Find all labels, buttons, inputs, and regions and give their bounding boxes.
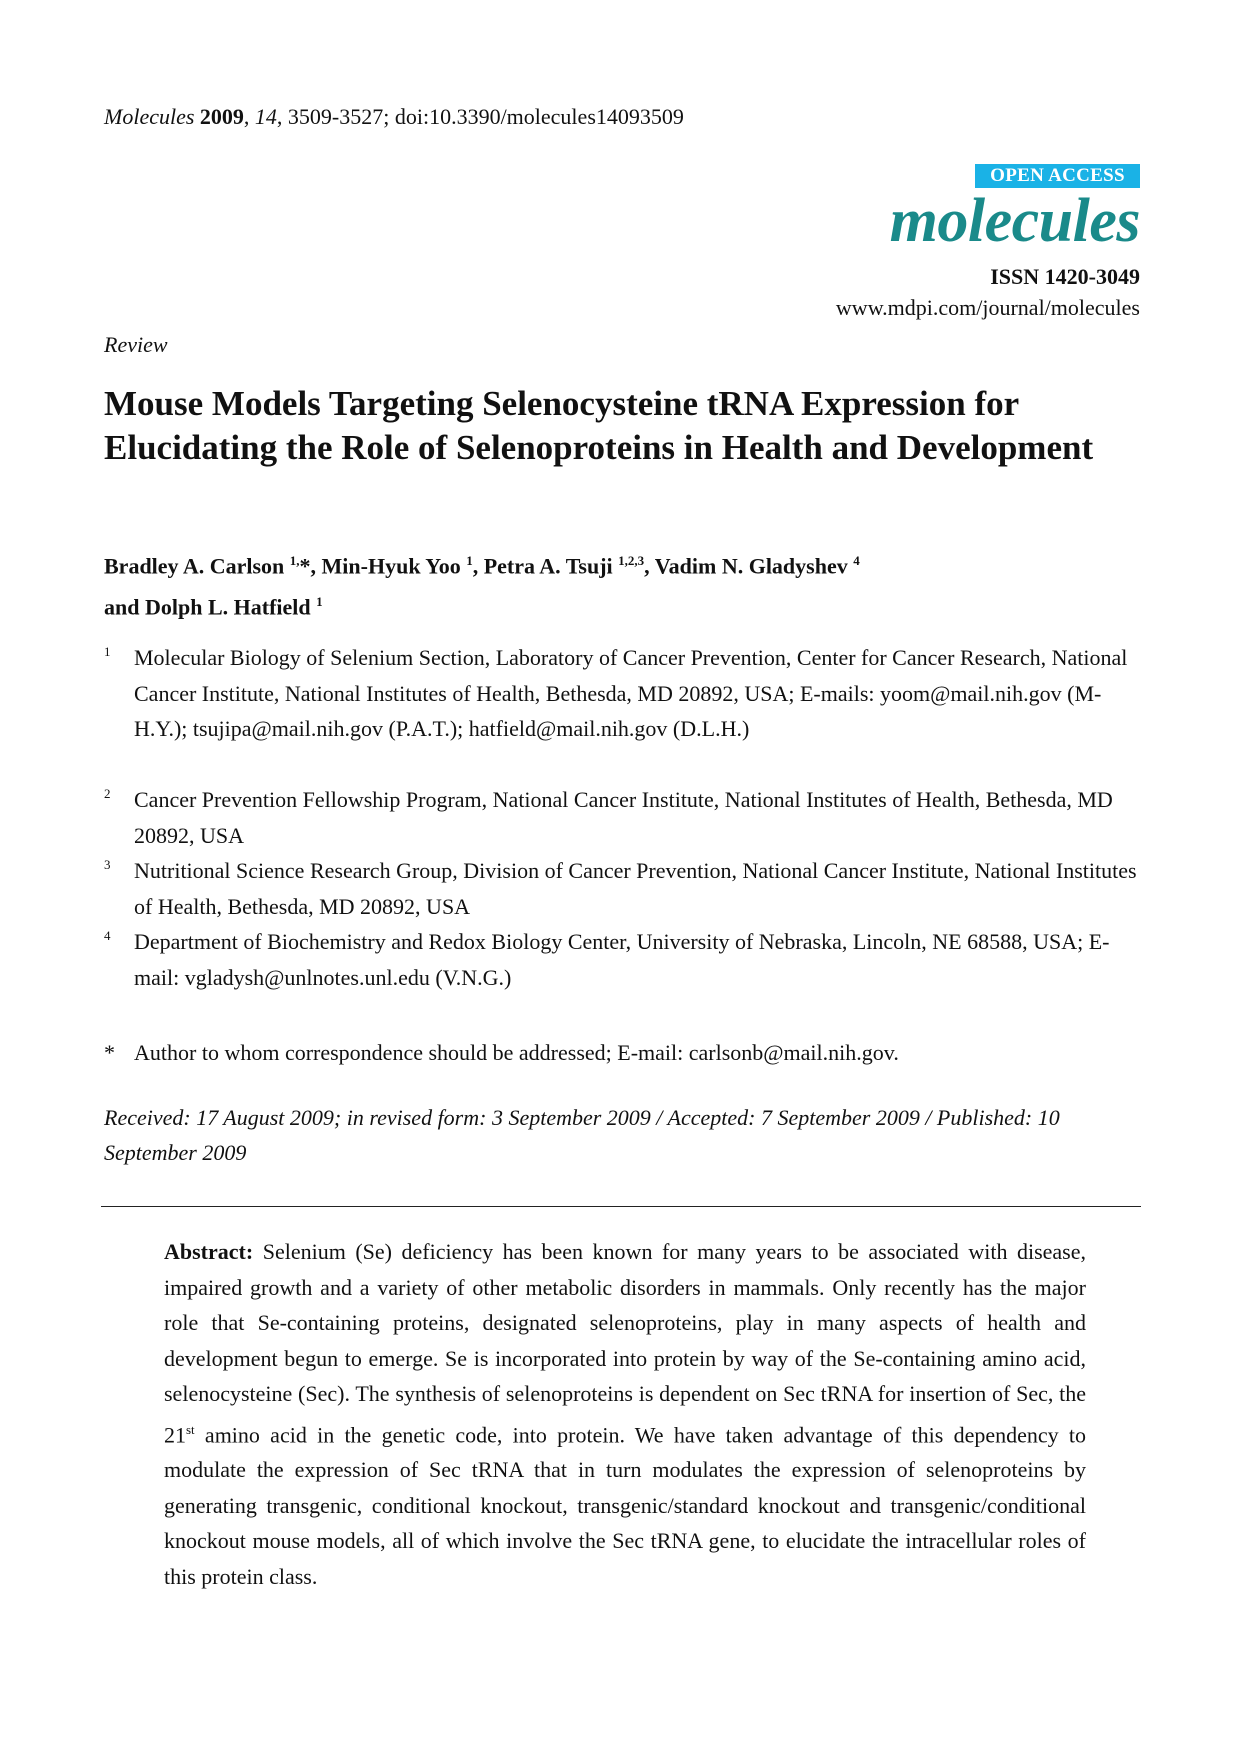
author-affil: 1, (289, 553, 300, 568)
divider (101, 1206, 1141, 1207)
author-name: Min-Hyuk Yoo (321, 553, 461, 579)
abstract-text: Selenium (Se) deficiency has been known for many years to be associated with disease, impaired growth and a variety of other metabolic disorders in mammals. Only recently has the major role that Se-containing proteins, designated selenoproteins, play in many aspects of health and development begun to emerge. Se is incorporated into protein by way of the Se-containing amino acid, selenocysteine (Sec). The synthesis of selenoproteins is dependent on Sec tRNA for insertion of Sec, the 21 (164, 1239, 1086, 1447)
author-name: Vadim N. Gladyshev (654, 553, 848, 579)
author-star: * (299, 553, 311, 579)
affiliation-number: 2 (104, 786, 111, 801)
journal-logo: molecules (889, 187, 1140, 255)
affiliation (104, 640, 1144, 747)
issn: ISSN 1420-3049 (990, 264, 1140, 289)
affiliation-number: 4 (104, 928, 111, 943)
abstract-label: Abstract: (164, 1239, 254, 1264)
affiliation-text: Department of Biochemistry and Redox Biology Center, University of Nebraska, Lincoln, NE 68588, USA; E-mail: vgladysh@unlnotes.unl.edu (V.N.G.) (134, 929, 1110, 990)
abstract-superscript: st (186, 1421, 195, 1437)
author-affil: 4 (853, 553, 860, 568)
abstract (164, 1234, 1086, 1594)
author-name: Bradley A. Carlson (104, 553, 285, 579)
journal-website: www.mdpi.com/journal/molecules (835, 295, 1140, 320)
affiliation-text: Nutritional Science Research Group, Division of Cancer Prevention, National Cancer Institute, National Institutes of Health, Bethesda, MD 20892, USA (134, 858, 1137, 919)
article-type: Review (104, 332, 168, 357)
citation-line: Molecules 2009, 14, 3509-3527; doi:10.3390/molecules14093509 (104, 104, 684, 129)
author-affil: 1 (316, 594, 323, 610)
correspondence-star: * (104, 1040, 115, 1065)
affiliation-number: 3 (104, 857, 111, 872)
author-list: Bradley A. Carlson $^{1,}$*, Min-Hyuk Yoo $^1$, Petra A. Tsuji $^{1,2,3}$, Vadim N. Gladyshev $^4$ and Dolph L. Hatfield $^1$ (104, 553, 860, 620)
abstract-text-cont: amino acid in the genetic code, into protein. We have taken advantage of this dependency to modulate the expression of Sec tRNA that in turn modulates the expression of selenoproteins by generating transgenic, conditional knockout, transgenic/standard knockout and transgenic/conditional knockout mouse models, all of which involve the Sec tRNA gene, to elucidate the intracellular roles of this protein class. (164, 1421, 1086, 1589)
open-access-badge: OPEN ACCESS (975, 164, 1140, 188)
correspondence-note (104, 1040, 899, 1066)
citation-journal: Molecules (104, 104, 195, 129)
correspondence-text: Author to whom correspondence should be addressed; E-mail: carlsonb@mail.nih.gov. (134, 1040, 899, 1065)
affiliation-text: Molecular Biology of Selenium Section, Laboratory of Cancer Prevention, Center for Cancer Research, National Cancer Institute, National Institutes of Health, Bethesda, MD 20892, USA; E-mails: yoom@mail.nih.gov (M-H.Y.); tsujipa@mail.nih.gov (P.A.T.); hatfield@mail.nih.gov (D.L.H.) (134, 645, 1128, 741)
publication-dates: Received: 17 August 2009; in revised form: 3 September 2009 / Accepted: 7 September 2009 / Published: 10 September 2009 (104, 1105, 1060, 1165)
citation-year: 2009 (199, 104, 244, 129)
affiliation (104, 853, 1144, 924)
affiliation-number: 1 (104, 644, 111, 659)
author-affil: 1 (466, 553, 473, 568)
author-name: Dolph L. Hatfield (144, 594, 311, 620)
author-name: Petra A. Tsuji (483, 553, 613, 579)
citation-volume: 14 (254, 104, 277, 129)
paper-title: Mouse Models Targeting Selenocysteine tRNA Expression for Elucidating the Role of Selenoproteins in Health and Development (104, 384, 1094, 467)
affiliation (104, 782, 1144, 853)
author-affil: 1,2,3 (618, 553, 645, 568)
affiliation-text: Cancer Prevention Fellowship Program, National Cancer Institute, National Institutes of Health, Bethesda, MD 20892, USA (134, 787, 1113, 848)
citation-pages-doi: , 3509-3527; doi:10.3390/molecules14093509 (276, 104, 684, 129)
affiliation (104, 924, 1144, 995)
